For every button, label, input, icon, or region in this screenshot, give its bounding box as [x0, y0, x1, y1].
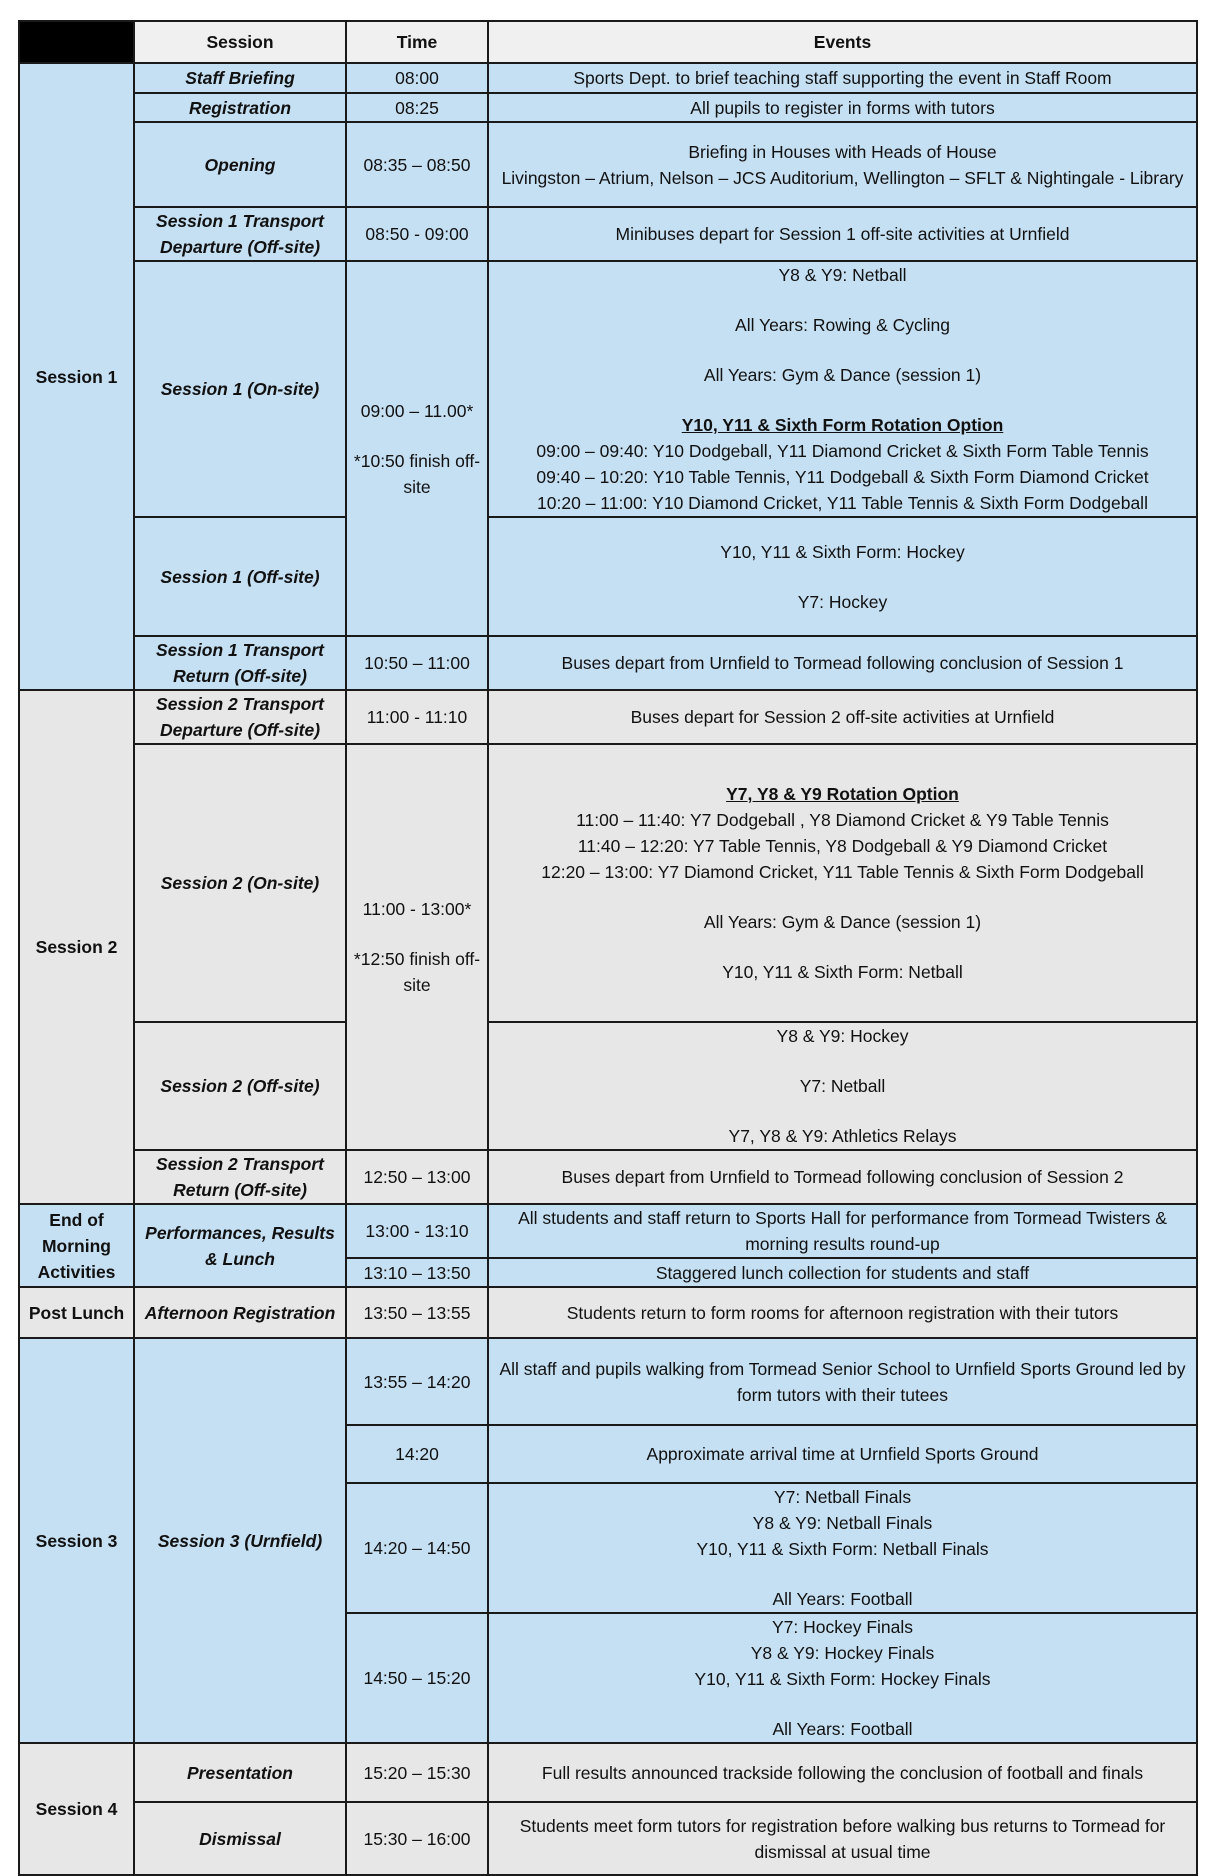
event-cell: Staggered lunch collection for students and staff: [488, 1258, 1197, 1287]
event-cell: All students and staff return to Sports Hall for performance from Tormead Twisters & morning results round-up: [488, 1204, 1197, 1258]
event-line: Y7: Hockey: [797, 591, 888, 612]
event-line: Y7, Y8 & Y9: Athletics Relays: [728, 1126, 957, 1146]
event-line: Y10, Y11 & Sixth Form: Hockey: [720, 541, 965, 562]
session-cell: Registration: [134, 93, 346, 122]
time-cell: 10:50 – 11:00: [346, 636, 488, 690]
session-cell: Session 1 (Off-site): [134, 517, 346, 636]
time-line: 11:00 - 13:00*: [362, 899, 472, 919]
group-session-3: Session 3: [19, 1338, 134, 1743]
time-cell: [346, 261, 488, 636]
event-cell: Students meet form tutors for registration before walking bus returns to Tormead for dismissal at usual time: [488, 1802, 1197, 1875]
time-cell: 13:10 – 13:50: [346, 1258, 488, 1287]
time-cell: 14:50 – 15:20: [346, 1613, 488, 1743]
event-line: All Years: Gym & Dance (session 1): [703, 912, 982, 932]
event-line: 12:20 – 13:00: Y7 Diamond Cricket, Y11 Table Tennis & Sixth Form Dodgeball: [541, 862, 1144, 882]
time-column-header: Time: [346, 21, 488, 63]
session-cell: Session 3 (Urnfield): [134, 1338, 346, 1743]
event-cell: Students return to form rooms for afternoon registration with their tutors: [488, 1287, 1197, 1338]
event-line: 09:40 – 10:20: Y10 Table Tennis, Y11 Dodgeball & Sixth Form Diamond Cricket: [536, 467, 1149, 487]
table-row: [19, 744, 1197, 1022]
time-cell: 15:20 – 15:30: [346, 1743, 488, 1802]
event-cell: Buses depart from Urnfield to Tormead following conclusion of Session 2: [488, 1150, 1197, 1204]
event-line: Y7: Netball: [799, 1076, 886, 1096]
time-cell: 13:00 - 13:10: [346, 1204, 488, 1258]
event-cell: Full results announced trackside following the conclusion of football and finals: [488, 1743, 1197, 1802]
event-cell: Sports Dept. to brief teaching staff supporting the event in Staff Room: [488, 63, 1197, 93]
group-post-lunch: Post Lunch: [19, 1287, 134, 1338]
time-cell: 13:55 – 14:20: [346, 1338, 488, 1425]
time-cell: 15:30 – 16:00: [346, 1802, 488, 1875]
event-line: All Years: Rowing & Cycling: [735, 315, 950, 335]
event-cell: Approximate arrival time at Urnfield Sports Ground: [488, 1425, 1197, 1483]
event-line: Y10, Y11 & Sixth Form: Netball: [722, 962, 963, 982]
event-cell: [488, 122, 1197, 207]
session-cell: Dismissal: [134, 1802, 346, 1875]
event-line: Y8 & Y9: Hockey Finals: [750, 1643, 935, 1663]
table-row: [19, 1204, 1197, 1258]
event-cell: Buses depart for Session 2 off-site activities at Urnfield: [488, 690, 1197, 744]
event-cell: [488, 1022, 1197, 1150]
group-session-2: Session 2: [19, 690, 134, 1204]
session-cell: Session 1 Transport Return (Off-site): [134, 636, 346, 690]
event-cell: [488, 261, 1197, 517]
corner-cell: [19, 21, 134, 63]
event-line: All Years: Gym & Dance (session 1): [703, 365, 982, 385]
time-cell: 08:35 – 08:50: [346, 122, 488, 207]
session-cell: Performances, Results & Lunch: [134, 1204, 346, 1287]
event-cell: [488, 517, 1197, 636]
time-cell: 14:20: [346, 1425, 488, 1483]
event-line: Y7: Netball Finals: [773, 1487, 912, 1507]
event-cell: All staff and pupils walking from Tormead Senior School to Urnfield Sports Ground led by form tutors with their tutees: [488, 1338, 1197, 1425]
time-cell: 13:50 – 13:55: [346, 1287, 488, 1338]
event-cell: [488, 744, 1197, 1022]
event-cell: Buses depart from Urnfield to Tormead following conclusion of Session 1: [488, 636, 1197, 690]
time-cell: 12:50 – 13:00: [346, 1150, 488, 1204]
table-row: [19, 1150, 1197, 1204]
table-row: [19, 1802, 1197, 1875]
table-row: [19, 1743, 1197, 1802]
table-row: [19, 261, 1197, 517]
session-cell: Session 1 (On-site): [134, 261, 346, 517]
time-note: *10:50 finish off-site: [353, 450, 481, 497]
session-column-header: Session: [134, 21, 346, 63]
event-line: Y8 & Y9: Hockey: [776, 1026, 909, 1046]
event-line: 11:00 – 11:40: Y7 Dodgeball , Y8 Diamond Cricket & Y9 Table Tennis: [576, 810, 1109, 830]
group-end-of-morning: End of Morning Activities: [19, 1204, 134, 1287]
table-row: [19, 1022, 1197, 1150]
event-line: Livingston – Atrium, Nelson – JCS Auditorium, Wellington – SFLT & Nightingale - Library: [501, 167, 1184, 188]
event-line: 09:00 – 09:40: Y10 Dodgeball, Y11 Diamond Cricket & Sixth Form Table Tennis: [536, 441, 1149, 461]
group-session-1: Session 1: [19, 63, 134, 690]
table-row: [19, 636, 1197, 690]
time-cell: 08:25: [346, 93, 488, 122]
group-session-4: Session 4: [19, 1743, 134, 1875]
time-cell: [346, 744, 488, 1150]
session-cell: Afternoon Registration: [134, 1287, 346, 1338]
event-cell: Minibuses depart for Session 1 off-site activities at Urnfield: [488, 207, 1197, 261]
schedule-table: [18, 20, 1198, 1876]
rotation-heading: Y7, Y8 & Y9 Rotation Option: [726, 784, 959, 804]
session-cell: Opening: [134, 122, 346, 207]
table-row: [19, 690, 1197, 744]
time-cell: 08:00: [346, 63, 488, 93]
event-line: 11:40 – 12:20: Y7 Table Tennis, Y8 Dodgeball & Y9 Diamond Cricket: [577, 836, 1108, 856]
time-cell: 14:20 – 14:50: [346, 1483, 488, 1613]
events-column-header: Events: [488, 21, 1197, 63]
table-row: [19, 1338, 1197, 1425]
event-cell: All pupils to register in forms with tutors: [488, 93, 1197, 122]
session-cell: Session 2 (Off-site): [134, 1022, 346, 1150]
rotation-heading: Y10, Y11 & Sixth Form Rotation Option: [681, 415, 1004, 435]
session-cell: Session 2 (On-site): [134, 744, 346, 1022]
session-cell: Session 2 Transport Departure (Off-site): [134, 690, 346, 744]
event-line: 10:20 – 11:00: Y10 Diamond Cricket, Y11 Table Tennis & Sixth Form Dodgeball: [537, 493, 1148, 513]
event-line: All Years: Football: [772, 1719, 913, 1739]
event-cell: [488, 1613, 1197, 1743]
table-row: [19, 207, 1197, 261]
session-cell: Session 1 Transport Departure (Off-site): [134, 207, 346, 261]
table-row: [19, 122, 1197, 207]
event-line: Y7: Hockey Finals: [771, 1617, 914, 1637]
event-line: All Years: Football: [772, 1589, 913, 1609]
event-line: Y8 & Y9: Netball Finals: [752, 1513, 933, 1533]
table-row: [19, 1287, 1197, 1338]
event-cell: [488, 1483, 1197, 1613]
table-row: [19, 93, 1197, 122]
event-line: Y10, Y11 & Sixth Form: Netball Finals: [696, 1539, 989, 1559]
event-line: Y8 & Y9: Netball: [778, 265, 907, 285]
session-cell: Session 2 Transport Return (Off-site): [134, 1150, 346, 1204]
event-line: Y10, Y11 & Sixth Form: Hockey Finals: [694, 1669, 991, 1689]
time-line: 09:00 – 11.00*: [360, 400, 474, 421]
session-cell: Presentation: [134, 1743, 346, 1802]
time-cell: 11:00 - 11:10: [346, 690, 488, 744]
time-note: *12:50 finish off-site: [353, 949, 481, 995]
header-row: [19, 21, 1197, 63]
table-row: [19, 517, 1197, 636]
time-cell: 08:50 - 09:00: [346, 207, 488, 261]
session-cell: Staff Briefing: [134, 63, 346, 93]
table-row: [19, 63, 1197, 93]
event-line: Briefing in Houses with Heads of House: [688, 141, 997, 162]
